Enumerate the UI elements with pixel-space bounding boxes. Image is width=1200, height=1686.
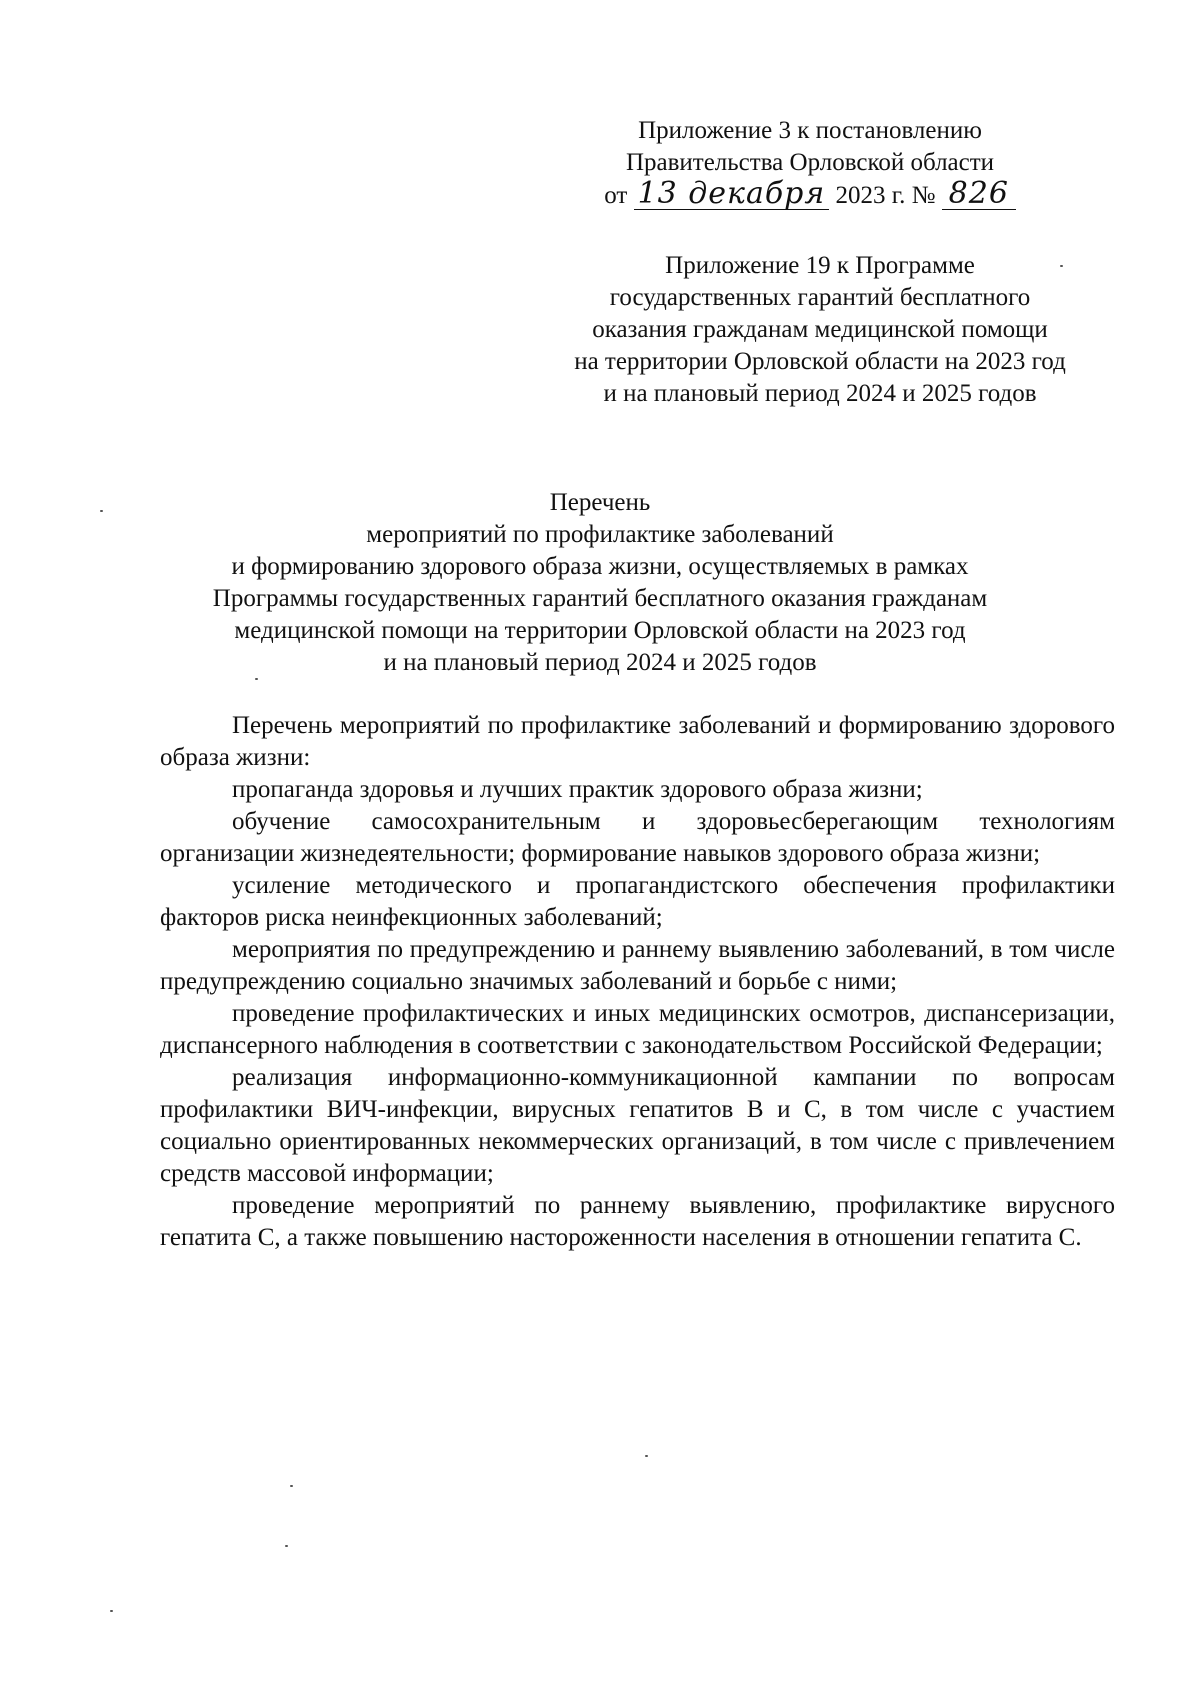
appendix-line: и на плановый период 2024 и 2025 годов [603, 380, 1037, 407]
scan-speck [110, 1610, 113, 1612]
title-line: и формированию здорового образа жизни, осуществляемых в рамках [231, 553, 969, 580]
body-paragraph: проведение профилактических и иных медицинских осмотров, диспансеризации, диспансерного наблюдения в соответствии с законодательством Российской Федерации; [160, 1000, 1115, 1059]
title-line: Перечень [549, 489, 651, 516]
document-body [160, 710, 1115, 1254]
body-paragraph: пропаганда здоровья и лучших практик здорового образа жизни; [232, 776, 923, 803]
scan-speck [645, 1455, 648, 1457]
appendix-line: оказания гражданам медицинской помощи [592, 316, 1048, 343]
title-line: мероприятий по профилактике заболеваний [366, 521, 834, 548]
body-paragraph: обучение самосохранительным и здоровьесберегающим технологиям организации жизнедеятельности; формирование навыков здорового образа жизни; [160, 808, 1115, 867]
body-paragraph: мероприятия по предупреждению и раннему выявлению заболеваний, в том числе предупреждению социально значимых заболеваний и борьбе с ними; [160, 936, 1115, 995]
title-line: Программы государственных гарантий бесплатного оказания гражданам [212, 585, 988, 612]
scan-speck [255, 678, 258, 680]
title-line: медицинской помощи на территории Орловской области на 2023 год [234, 617, 966, 644]
scan-speck [100, 510, 103, 512]
scan-speck [285, 1545, 288, 1547]
scan-speck [1060, 265, 1063, 267]
appendix-line: на территории Орловской области на 2023 год [574, 348, 1066, 375]
approval-date-line [560, 176, 1060, 212]
appendix-line: Приложение 19 к Программе [665, 252, 975, 279]
body-paragraph: Перечень мероприятий по профилактике заболеваний и формированию здорового образа жизни: [160, 712, 1115, 771]
approval-line-2: Правительства Орловской области [625, 149, 995, 176]
approval-line-1: Приложение 3 к постановлению [638, 117, 982, 144]
handwritten-number: 826 [942, 179, 1016, 210]
handwritten-date: 13 декабря [634, 179, 830, 210]
body-paragraph: проведение мероприятий по раннему выявлению, профилактике вирусного гепатита С, а также повышению настороженности населения в отношении гепатита С. [160, 1192, 1115, 1251]
body-paragraph: реализация информационно-коммуникационной кампании по вопросам профилактики ВИЧ-инфекции, вирусных гепатитов В и С, в том числе с участием социально ориентированных некоммерческих организаций, в том числе с привлечением средств массовой информации; [160, 1064, 1115, 1187]
appendix-line: государственных гарантий бесплатного [609, 284, 1031, 311]
document-title [150, 487, 1050, 679]
approval-year: 2023 г. № [835, 182, 936, 209]
appendix-header [520, 250, 1120, 410]
scan-speck [290, 1485, 293, 1487]
approval-stamp [560, 115, 1060, 212]
body-paragraph: усиление методического и пропагандистского обеспечения профилактики факторов риска неинфекционных заболеваний; [160, 872, 1115, 931]
date-prefix: от [604, 182, 628, 209]
title-line: и на плановый период 2024 и 2025 годов [383, 649, 817, 676]
